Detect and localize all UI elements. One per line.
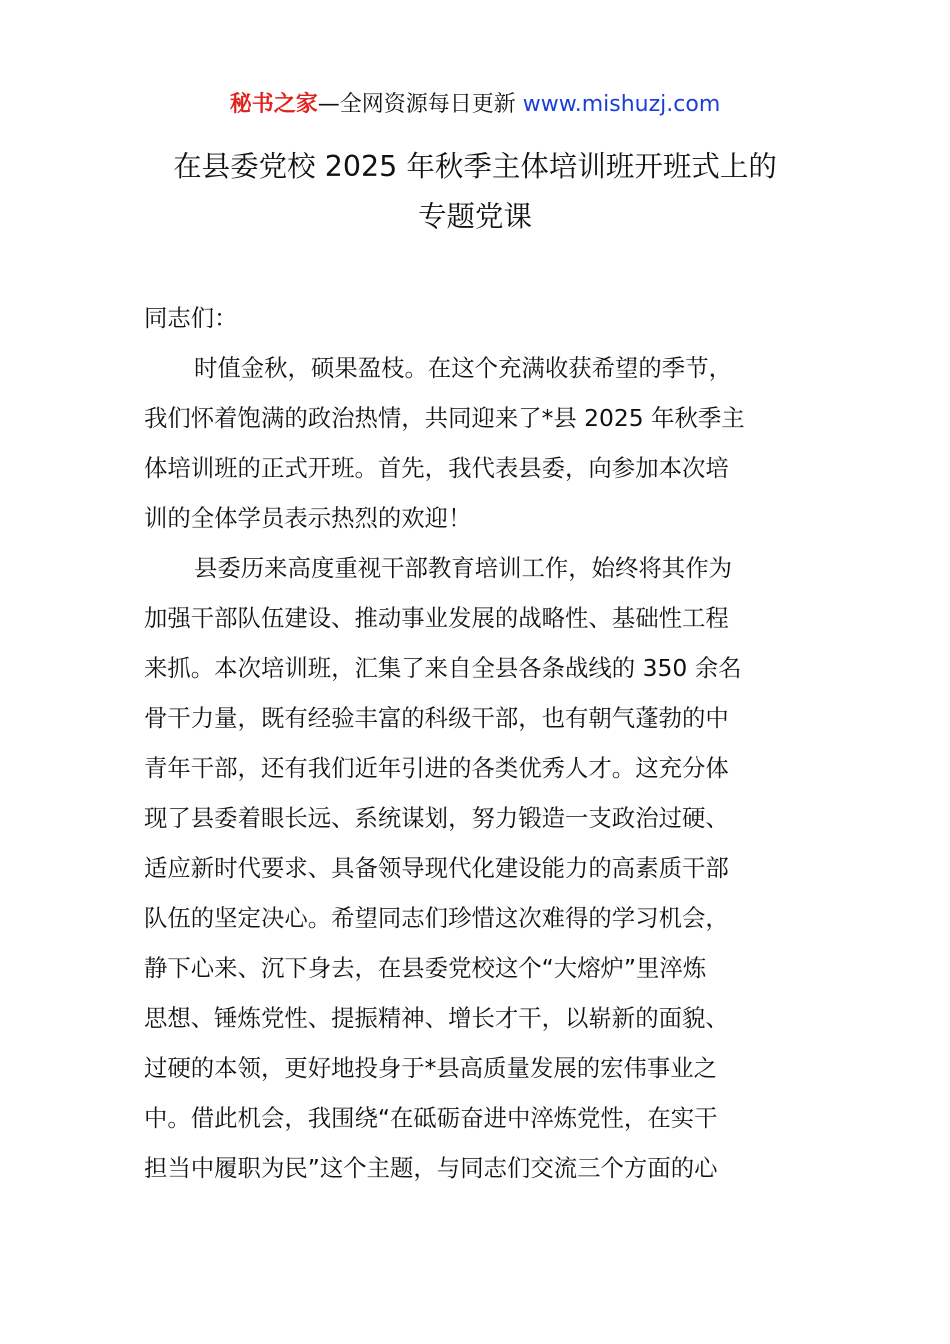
body-line: 过硬的本领，更好地投身于*县高质量发展的宏伟事业之 (144, 1054, 718, 1082)
body-line: 体培训班的正式开班。首先，我代表县委，向参加本次培 (144, 454, 729, 482)
site-url-link[interactable]: www.mishuzj.com (522, 92, 721, 117)
body-line: 加强干部队伍建设、推动事业发展的战略性、基础性工程 (144, 604, 729, 632)
body-line: 县委历来高度重视干部教育培训工作，始终将其作为 (194, 554, 732, 582)
site-tagline: —全网资源每日更新 (317, 92, 523, 117)
body-line: 青年干部，还有我们近年引进的各类优秀人才。这充分体 (144, 754, 729, 782)
body-line: 训的全体学员表示热烈的欢迎！ (144, 504, 472, 532)
body-line: 适应新时代要求、具备领导现代化建设能力的高素质干部 (144, 854, 729, 882)
body-line: 担当中履职为民”这个主题，与同志们交流三个方面的心 (144, 1154, 718, 1182)
body-line: 队伍的坚定决心。希望同志们珍惜这次难得的学习机会， (144, 904, 729, 932)
document-body (144, 293, 808, 1193)
site-brand: 秘书之家 (229, 92, 318, 117)
body-line: 我们怀着饱满的政治热情，共同迎来了*县 2025 年秋季主 (144, 404, 745, 432)
title-line-1: 在县委党校 2025 年秋季主体培训班开班式上的 (173, 150, 777, 183)
body-line: 骨干力量，既有经验丰富的科级干部，也有朝气蓬勃的中 (144, 704, 729, 732)
body-line: 时值金秋，硕果盈枝。在这个充满收获希望的季节， (194, 354, 732, 382)
title-line-2: 专题党课 (417, 200, 532, 233)
document-title (100, 142, 850, 242)
body-line: 来抓。本次培训班，汇集了来自全县各条战线的 350 余名 (144, 654, 742, 682)
site-header (0, 88, 950, 122)
body-line: 中。借此机会，我围绕“在砥砺奋进中淬炼党性，在实干 (144, 1104, 718, 1132)
body-line: 思想、锤炼党性、提振精神、增长才干，以崭新的面貌、 (144, 1004, 729, 1032)
salutation: 同志们： (144, 304, 238, 332)
body-line: 静下心来、沉下身去，在县委党校这个“大熔炉”里淬炼 (144, 954, 707, 982)
body-line: 现了县委着眼长远、系统谋划，努力锻造一支政治过硬、 (144, 804, 729, 832)
